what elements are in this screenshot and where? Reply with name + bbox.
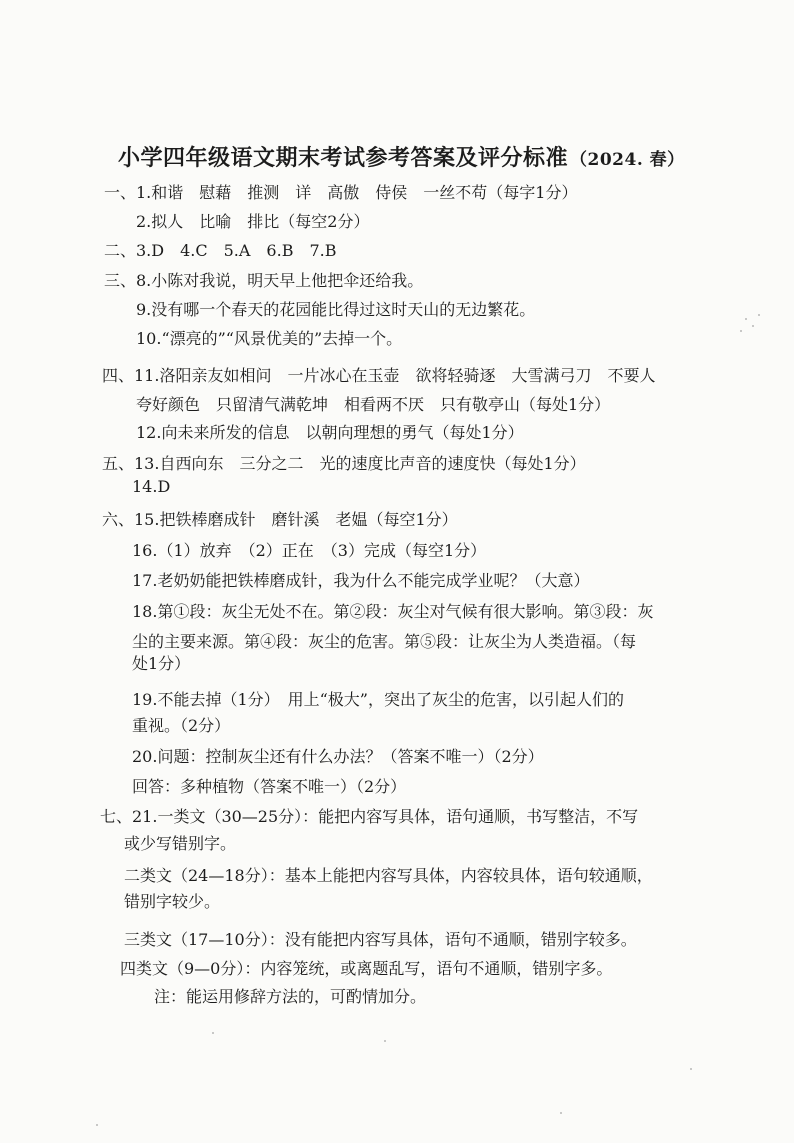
answer-line: 回答：多种植物（答案不唯一）（2分） bbox=[132, 777, 407, 796]
answer-line: 七、21.一类文（30—25分）：能把内容写具体，语句通顺，书写整洁，不写 bbox=[100, 807, 639, 826]
answer-line: 10.“漂亮的”“风景优美的”去掉一个。 bbox=[136, 329, 403, 348]
answer-line: 19.不能去掉（1分） 用上“极大”，突出了灰尘的危害，以引起人们的 bbox=[132, 690, 624, 709]
answer-line: 六、15.把铁棒磨成针 磨针溪 老媪（每空1分） bbox=[102, 510, 458, 529]
answer-line: 12.向未来所发的信息 以朝向理想的勇气（每处1分） bbox=[136, 423, 524, 442]
answer-line: 注：能运用修辞方法的，可酌情加分。 bbox=[154, 987, 427, 1006]
answer-line: 一、1.和谐 慰藉 推测 详 高傲 侍侯 一丝不苟（每字1分） bbox=[104, 183, 578, 202]
scan-speck bbox=[384, 1040, 386, 1042]
page-title bbox=[118, 141, 685, 172]
answer-line: 三类文（17—10分）：没有能把内容写具体，语句不通顺，错别字较多。 bbox=[124, 930, 637, 949]
answer-line: 9.没有哪一个春天的花园能比得过这时天山的无边繁花。 bbox=[136, 300, 536, 319]
answer-line: 错别字较少。 bbox=[124, 892, 221, 911]
scan-speck bbox=[560, 1112, 562, 1114]
answer-line: 20.问题：控制灰尘还有什么办法？（答案不唯一）（2分） bbox=[132, 747, 544, 766]
answer-line: 二、3.D 4.C 5.A 6.B 7.B bbox=[104, 241, 337, 260]
title-term: （2024. 春） bbox=[570, 150, 685, 170]
answer-line: 重视。（2分） bbox=[132, 716, 231, 735]
answer-line: 17.老奶奶能把铁棒磨成针，我为什么不能完成学业呢？（大意） bbox=[132, 571, 590, 590]
answer-line: 18.第①段：灰尘无处不在。第②段：灰尘对气候有很大影响。第③段：灰 bbox=[132, 602, 654, 621]
scan-speck bbox=[96, 1124, 98, 1126]
answer-line: 二类文（24—18分）：基本上能把内容写具体，内容较具体，语句较通顺， bbox=[124, 866, 653, 885]
answer-line: 14.D bbox=[132, 477, 171, 496]
scan-speck bbox=[758, 314, 760, 316]
answer-line: 处1分） bbox=[132, 654, 191, 673]
answer-line: 四、11.洛阳亲友如相问 一片冰心在玉壶 欲将轻骑逐 大雪满弓刀 不要人 bbox=[102, 366, 656, 385]
answer-line: 尘的主要来源。第④段：灰尘的危害。第⑤段：让灰尘为人类造福。（每 bbox=[132, 632, 637, 651]
answer-line: 2.拟人 比喻 排比（每空2分） bbox=[136, 212, 370, 231]
scan-speck bbox=[745, 318, 747, 320]
answer-line: 16.（1）放弃 （2）正在 （3）完成（每空1分） bbox=[132, 541, 487, 560]
scan-speck bbox=[212, 1032, 214, 1034]
answer-line: 四类文（9—0分）：内容笼统，或离题乱写，语句不通顺，错别字多。 bbox=[120, 959, 613, 978]
scan-speck bbox=[690, 1068, 692, 1070]
answer-line: 或少写错别字。 bbox=[124, 834, 237, 853]
scan-speck bbox=[740, 330, 742, 332]
answer-line: 五、13.自西向东 三分之二 光的速度比声音的速度快（每处1分） bbox=[102, 454, 586, 473]
title-main: 小学四年级语文期末考试参考答案及评分标准 bbox=[118, 145, 569, 171]
answer-line: 三、8.小陈对我说，明天早上他把伞还给我。 bbox=[104, 271, 424, 290]
answer-line: 夸好颜色 只留清气满乾坤 相看两不厌 只有敬亭山（每处1分） bbox=[136, 395, 611, 414]
scan-speck bbox=[752, 325, 754, 327]
